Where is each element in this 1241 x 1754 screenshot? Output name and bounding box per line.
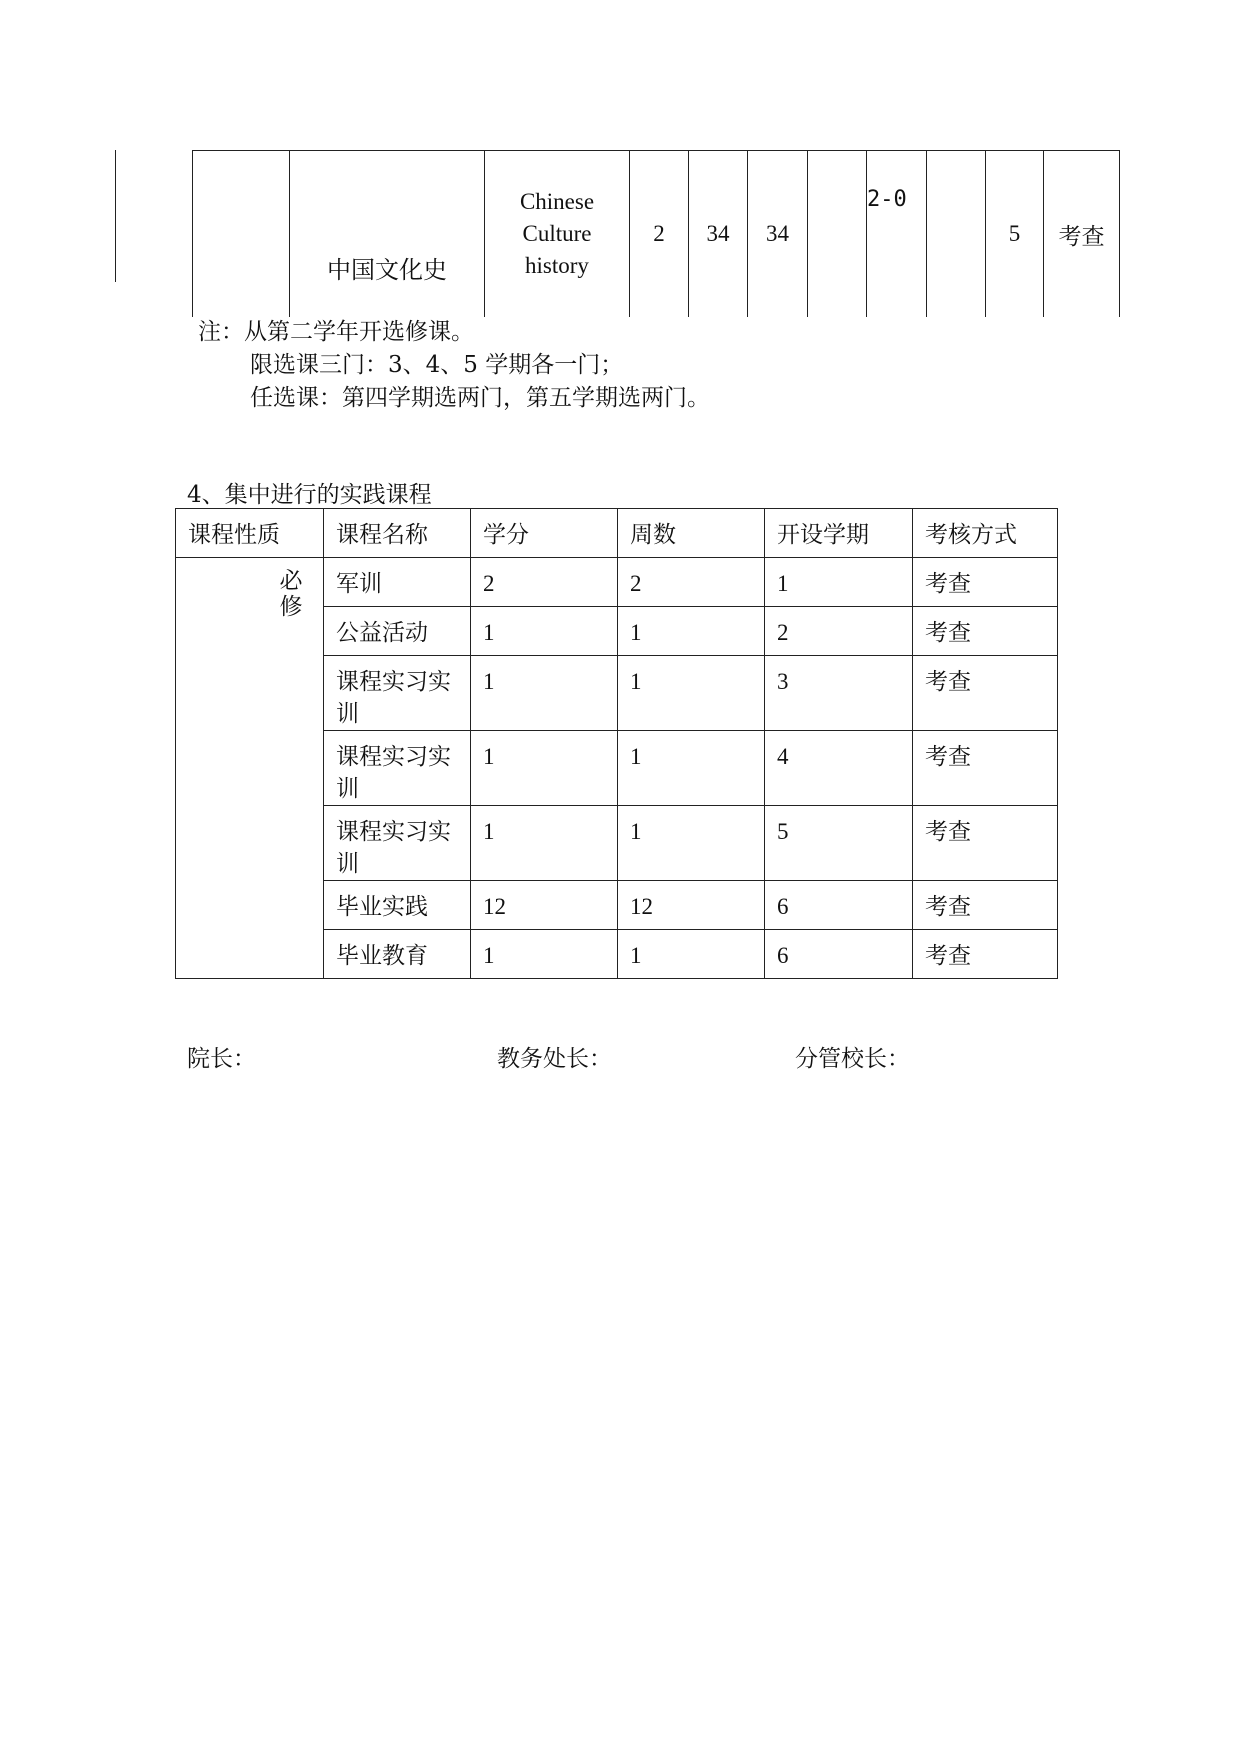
course-category-cell [193,151,290,318]
note-line: 限选课三门：3、4、5 学期各一门； [250,352,624,378]
course-name-cell: 公益活动 [324,607,471,656]
semester-cell: 1 [765,558,913,607]
credits-cell: 1 [471,656,618,731]
weeks-cell: 1 [618,930,765,979]
signature-academic-director: 教务处长： [497,1046,612,1072]
hours-total-cell: 34 [689,151,748,318]
hours-practice-cell [808,151,867,318]
course-name-cell: 毕业实践 [324,881,471,930]
weeks-cell: 12 [618,881,765,930]
credits-cell: 1 [471,806,618,881]
practice-course-table [175,508,1058,979]
assessment-cell: 考查 [913,806,1058,881]
credits-cell: 2 [471,558,618,607]
credits-cell: 1 [471,930,618,979]
column-header: 开设学期 [765,509,913,558]
weeks-cell: 2 [618,558,765,607]
credits-cell: 1 [471,731,618,806]
assessment-cell: 考查 [913,607,1058,656]
course-name-cell: 课程实习实训 [324,806,471,881]
semester-cell: 6 [765,930,913,979]
signature-dean: 院长： [187,1046,256,1072]
table-row [193,151,1120,318]
course-name-en-line: Culture [522,221,592,246]
course-name-cell: 课程实习实训 [324,656,471,731]
semester-cell: 2 [765,607,913,656]
course-name-cell: 毕业教育 [324,930,471,979]
column-header: 周数 [618,509,765,558]
course-name-cell: 军训 [324,558,471,607]
course-nature-label: 必修 [279,568,303,620]
course-name-cn: 中国文化史 [290,151,485,318]
assessment-cell: 考查 [913,930,1058,979]
column-header: 考核方式 [913,509,1058,558]
table-row [176,558,1058,607]
notes-block [198,316,710,415]
column-header: 课程性质 [176,509,324,558]
weeks-cell: 1 [618,806,765,881]
credits-cell: 12 [471,881,618,930]
column-header: 课程名称 [324,509,471,558]
course-name-cell: 课程实习实训 [324,731,471,806]
credits-cell: 1 [471,607,618,656]
course-name-en-line: history [525,253,589,278]
semester-cell: 5 [765,806,913,881]
weekly-hours-cell: 2-0 [867,151,927,318]
note-line: 注：从第二学年开选修课。 [198,319,474,345]
column-header: 学分 [471,509,618,558]
credits-cell: 2 [630,151,689,318]
semester-cell: 6 [765,881,913,930]
semester-cell: 3 [765,656,913,731]
signature-vice-president: 分管校长： [795,1046,910,1072]
table-header-row [176,509,1058,558]
semester-cell: 5 [986,151,1044,318]
section-title: 4、集中进行的实践课程 [187,482,432,508]
assessment-cell: 考查 [1044,151,1120,318]
course-name-en [485,151,630,318]
course-table-continuation [192,150,1120,317]
weeks-cell: 1 [618,731,765,806]
assessment-cell: 考查 [913,558,1058,607]
table-left-border [115,150,116,282]
assessment-cell: 考查 [913,656,1058,731]
hours-theory-cell: 34 [748,151,808,318]
note-line: 任选课：第四学期选两门，第五学期选两门。 [250,385,710,411]
weeks-cell: 1 [618,607,765,656]
weeks-cell: 1 [618,656,765,731]
course-nature-cell [176,558,324,979]
blank-cell [927,151,986,318]
course-name-en-line: Chinese [519,189,595,214]
semester-cell: 4 [765,731,913,806]
assessment-cell: 考查 [913,731,1058,806]
assessment-cell: 考查 [913,881,1058,930]
